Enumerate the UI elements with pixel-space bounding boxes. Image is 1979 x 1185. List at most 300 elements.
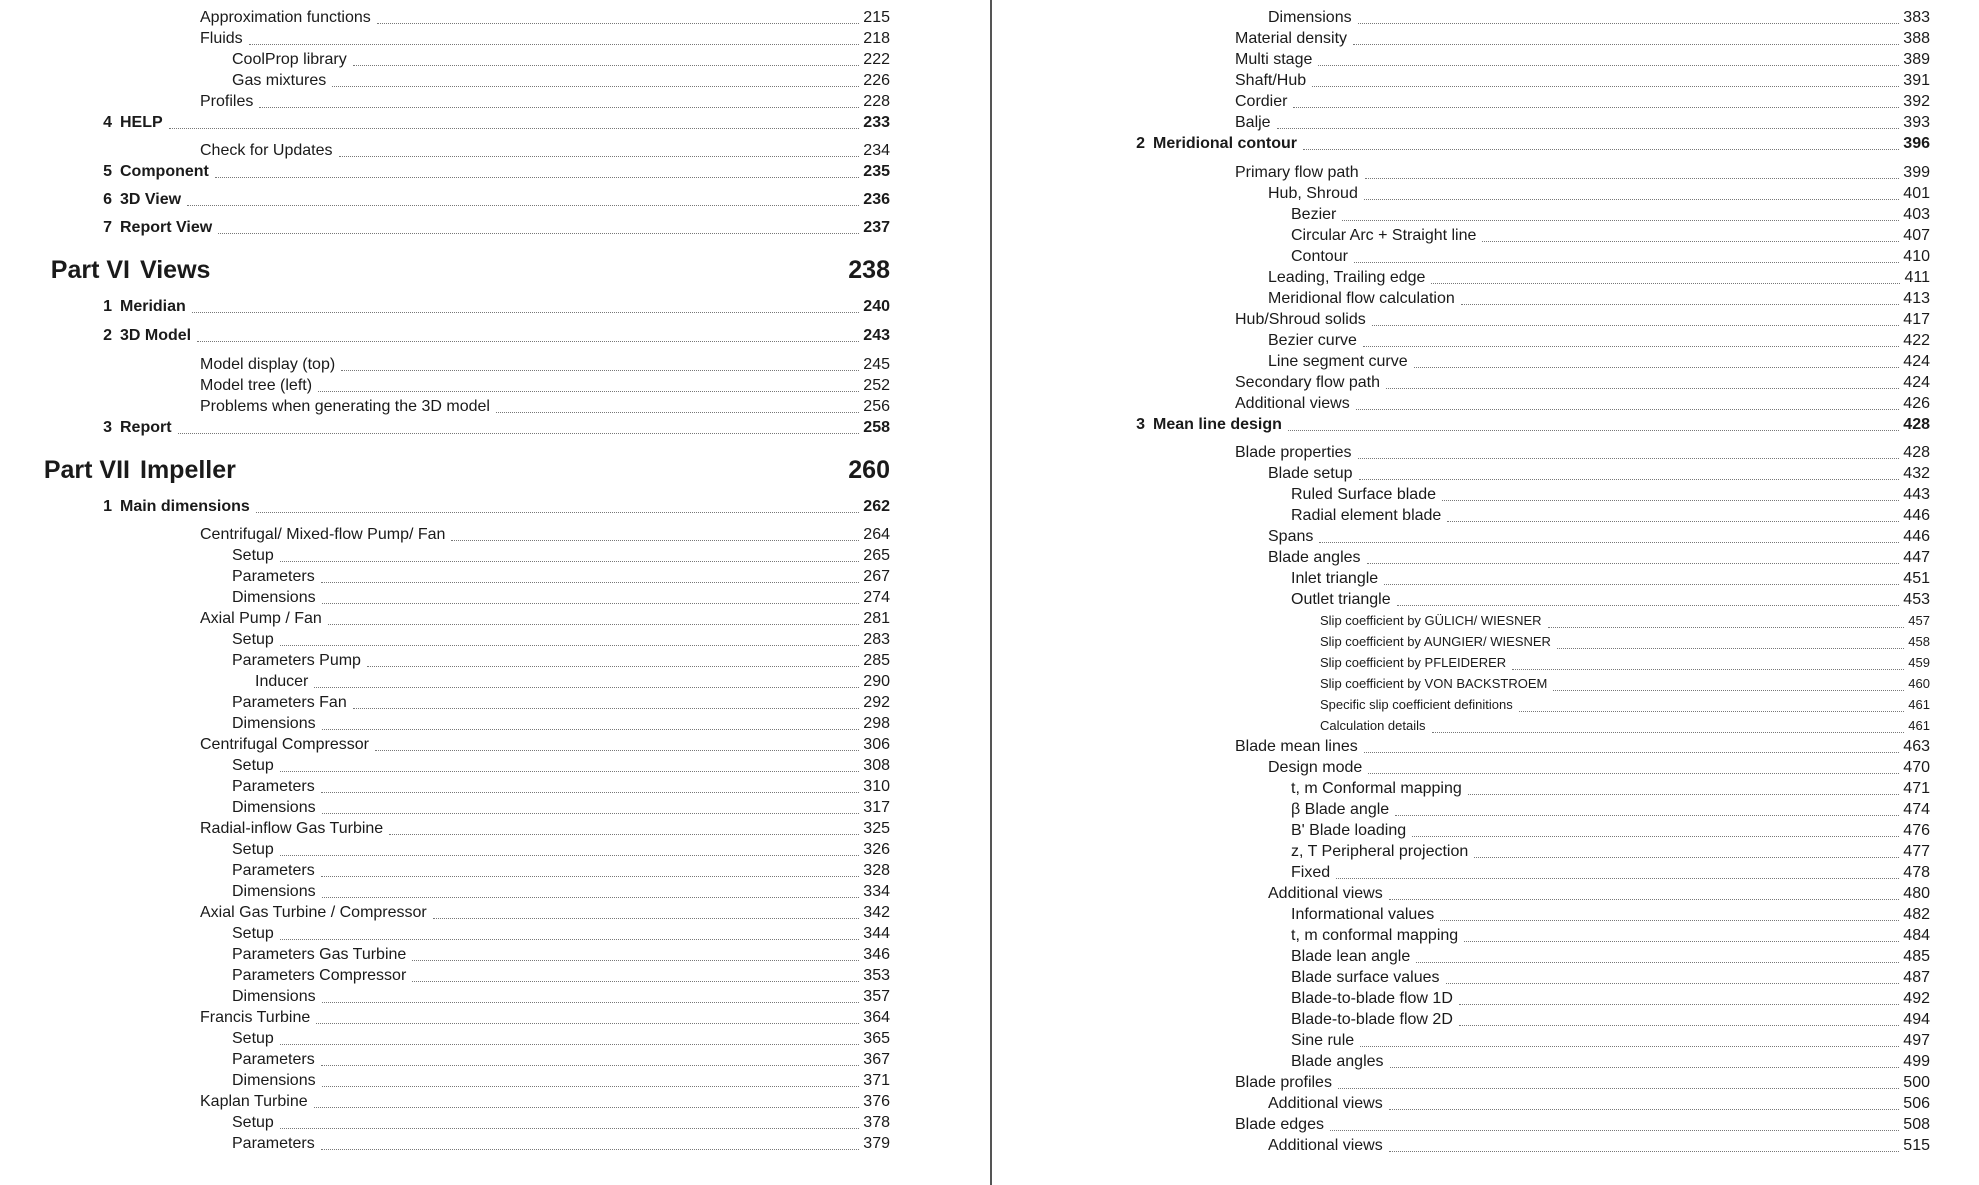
dot-leader — [353, 708, 860, 709]
dot-leader — [1364, 199, 1899, 200]
toc-entry[interactable] — [1320, 695, 1930, 715]
entry-title: Setup — [232, 1114, 274, 1131]
entry-title: Inducer — [255, 673, 309, 690]
toc-entry[interactable] — [1268, 268, 1930, 288]
page-number: 407 — [1903, 227, 1930, 244]
entry-title: Main dimensions — [120, 498, 250, 515]
toc-entry[interactable] — [92, 113, 890, 133]
toc-entry[interactable] — [232, 1134, 890, 1154]
page-number: 237 — [863, 219, 890, 236]
dot-leader — [1365, 178, 1900, 179]
page-number: 413 — [1903, 290, 1930, 307]
toc-entry[interactable] — [1291, 863, 1930, 883]
page-number: 310 — [863, 778, 890, 795]
toc-entry[interactable] — [232, 546, 890, 566]
dot-leader — [1372, 325, 1900, 326]
dot-leader — [1389, 1109, 1900, 1110]
toc-entry[interactable] — [1291, 1010, 1930, 1030]
toc-entry[interactable] — [232, 861, 890, 881]
toc-entry[interactable] — [1235, 113, 1930, 133]
entry-title: Dimensions — [232, 715, 316, 732]
dot-leader — [197, 341, 859, 342]
page-number: 262 — [863, 498, 890, 515]
page-number: 245 — [863, 356, 890, 373]
dot-leader — [1412, 836, 1899, 837]
page-number: 515 — [1903, 1137, 1930, 1154]
dot-leader — [169, 128, 860, 129]
entry-title: Kaplan Turbine — [200, 1093, 308, 1110]
page-number: 233 — [863, 114, 890, 131]
page-number: 391 — [1903, 72, 1930, 89]
page-number: 367 — [863, 1051, 890, 1068]
toc-entry[interactable] — [1235, 310, 1930, 330]
entry-title: Report View — [120, 219, 213, 236]
toc-entry[interactable] — [92, 218, 890, 238]
toc-entry[interactable] — [1268, 548, 1930, 568]
page-number: 243 — [863, 327, 890, 344]
toc-entry[interactable] — [232, 945, 890, 965]
toc-entry[interactable] — [1320, 653, 1930, 673]
toc-entry[interactable] — [1235, 29, 1930, 49]
dot-leader — [1367, 563, 1900, 564]
toc-entry[interactable] — [1268, 184, 1930, 204]
entry-title: Gas mixtures — [232, 72, 327, 89]
entry-title: Parameters — [232, 568, 315, 585]
page-number: 426 — [1903, 395, 1930, 412]
page-number: 447 — [1903, 549, 1930, 566]
dot-leader — [322, 1086, 860, 1087]
toc-entry[interactable] — [1291, 247, 1930, 267]
page-number: 218 — [863, 30, 890, 47]
toc-entry[interactable] — [1125, 415, 1930, 435]
entry-title: Hub/Shroud solids — [1235, 311, 1366, 328]
dot-leader — [1368, 773, 1899, 774]
dot-leader — [1353, 44, 1899, 45]
entry-title: Spans — [1268, 528, 1314, 545]
toc-entry[interactable] — [1320, 632, 1930, 652]
toc-entry[interactable] — [1235, 1073, 1930, 1093]
toc-entry[interactable] — [1320, 716, 1930, 736]
dot-leader — [1390, 1067, 1900, 1068]
entry-title: Inlet triangle — [1291, 570, 1379, 587]
toc-entry[interactable] — [200, 609, 890, 629]
dot-leader — [1461, 304, 1900, 305]
toc-entry[interactable] — [200, 819, 890, 839]
part-number: Part VII — [43, 456, 130, 484]
page-number: 459 — [1908, 655, 1930, 670]
entry-title: Centrifugal/ Mixed-flow Pump/ Fan — [200, 526, 446, 543]
toc-entry[interactable] — [1291, 205, 1930, 225]
toc-entry[interactable] — [232, 50, 890, 70]
page-number: 451 — [1903, 570, 1930, 587]
page-number: 446 — [1903, 528, 1930, 545]
entry-title: Slip coefficient by GÜLICH/ WIESNER — [1320, 613, 1542, 628]
dot-leader — [1446, 983, 1900, 984]
entry-title: Report — [120, 419, 172, 436]
page-number: 235 — [863, 163, 890, 180]
entry-title: Setup — [232, 1030, 274, 1047]
page-number: 308 — [863, 757, 890, 774]
entry-title: Additional views — [1268, 885, 1383, 902]
dot-leader — [192, 312, 860, 313]
part-heading[interactable] — [30, 455, 890, 485]
toc-entry[interactable] — [1268, 8, 1930, 28]
page-number: 393 — [1903, 114, 1930, 131]
page-number: 240 — [863, 298, 890, 315]
toc-entry[interactable] — [1268, 1094, 1930, 1114]
dot-leader — [1482, 241, 1899, 242]
toc-entry[interactable] — [1291, 226, 1930, 246]
toc-entry[interactable] — [1291, 1031, 1930, 1051]
page-number: 346 — [863, 946, 890, 963]
toc-entry[interactable] — [1268, 352, 1930, 372]
toc-entry[interactable] — [1291, 485, 1930, 505]
entry-title: Leading, Trailing edge — [1268, 269, 1426, 286]
page-number: 364 — [863, 1009, 890, 1026]
toc-entry[interactable] — [1291, 842, 1930, 862]
dot-leader — [1336, 878, 1899, 879]
dot-leader — [1474, 857, 1899, 858]
page-number: 506 — [1903, 1095, 1930, 1112]
toc-entry[interactable] — [1291, 905, 1930, 925]
dot-leader — [318, 391, 859, 392]
page-number: 274 — [863, 589, 890, 606]
entry-title: Centrifugal Compressor — [200, 736, 369, 753]
page-number: 228 — [863, 93, 890, 110]
toc-entry[interactable] — [232, 756, 890, 776]
entry-title: Calculation details — [1320, 718, 1426, 733]
entry-title: Additional views — [1268, 1137, 1383, 1154]
page-number: 508 — [1903, 1116, 1930, 1133]
toc-entry[interactable] — [1291, 779, 1930, 799]
toc-entry[interactable] — [200, 376, 890, 396]
page-number: 487 — [1903, 969, 1930, 986]
page-number: 480 — [1903, 885, 1930, 902]
entry-title: CoolProp library — [232, 51, 347, 68]
toc-entry[interactable] — [232, 1050, 890, 1070]
toc-entry[interactable] — [1235, 394, 1930, 414]
dot-leader — [1414, 367, 1900, 368]
entry-title: Parameters Gas Turbine — [232, 946, 407, 963]
entry-title: Blade setup — [1268, 465, 1353, 482]
toc-entry[interactable] — [92, 162, 890, 182]
dot-leader — [412, 960, 859, 961]
toc-entry[interactable] — [232, 567, 890, 587]
toc-entry[interactable] — [1235, 737, 1930, 757]
entry-title: Bezier — [1291, 206, 1337, 223]
entry-title: Parameters Pump — [232, 652, 361, 669]
toc-entry[interactable] — [200, 735, 890, 755]
section-number: 3 — [1136, 416, 1145, 433]
part-title: Views — [140, 256, 211, 284]
entry-title: Check for Updates — [200, 142, 333, 159]
dot-leader — [1318, 65, 1899, 66]
page-number: 478 — [1903, 864, 1930, 881]
toc-entry[interactable] — [1235, 50, 1930, 70]
entry-title: Problems when generating the 3D model — [200, 398, 490, 415]
page-number: 365 — [863, 1030, 890, 1047]
entry-title: Ruled Surface blade — [1291, 486, 1436, 503]
entry-title: Profiles — [200, 93, 254, 110]
toc-entry[interactable] — [1268, 1136, 1930, 1156]
entry-title: β Blade angle — [1291, 801, 1390, 818]
entry-title: Approximation functions — [200, 9, 371, 26]
entry-title: Additional views — [1268, 1095, 1383, 1112]
entry-title: Meridional contour — [1153, 135, 1297, 152]
entry-title: Circular Arc + Straight line — [1291, 227, 1477, 244]
entry-title: z, T Peripheral projection — [1291, 843, 1469, 860]
dot-leader — [1356, 409, 1900, 410]
toc-entry[interactable] — [1268, 758, 1930, 778]
toc-entry[interactable] — [232, 987, 890, 1007]
toc-entry[interactable] — [92, 418, 890, 438]
dot-leader — [339, 156, 860, 157]
entry-title: Setup — [232, 631, 274, 648]
dot-leader — [451, 540, 859, 541]
dot-leader — [280, 939, 859, 940]
page-number: 424 — [1903, 374, 1930, 391]
page-number: 388 — [1903, 30, 1930, 47]
dot-leader — [322, 1002, 860, 1003]
toc-entry[interactable] — [200, 1008, 890, 1028]
entry-title: Slip coefficient by VON BACKSTROEM — [1320, 676, 1548, 691]
page-number: 258 — [863, 419, 890, 436]
entry-title: Radial element blade — [1291, 507, 1442, 524]
dot-leader — [1363, 346, 1899, 347]
toc-entry[interactable] — [1268, 289, 1930, 309]
toc-entry[interactable] — [232, 630, 890, 650]
dot-leader — [1360, 1046, 1899, 1047]
toc-entry[interactable] — [200, 1092, 890, 1112]
toc-entry[interactable] — [200, 8, 890, 28]
toc-entry[interactable] — [200, 141, 890, 161]
dot-leader — [280, 855, 859, 856]
toc-entry[interactable] — [232, 693, 890, 713]
toc-entry[interactable] — [232, 840, 890, 860]
toc-entry[interactable] — [1268, 527, 1930, 547]
toc-entry[interactable] — [1291, 947, 1930, 967]
page-number: 461 — [1908, 718, 1930, 733]
toc-entry[interactable] — [92, 497, 890, 517]
dot-leader — [280, 645, 859, 646]
toc-entry[interactable] — [92, 190, 890, 210]
toc-entry[interactable] — [200, 903, 890, 923]
toc-entry[interactable] — [1125, 134, 1930, 154]
dot-leader — [1459, 1025, 1899, 1026]
section-number: 1 — [103, 298, 112, 315]
toc-entry[interactable] — [232, 924, 890, 944]
toc-entry[interactable] — [1235, 373, 1930, 393]
dot-leader — [1277, 128, 1900, 129]
dot-leader — [1386, 388, 1899, 389]
page-number: 353 — [863, 967, 890, 984]
toc-entry[interactable] — [232, 882, 890, 902]
dot-leader — [218, 233, 859, 234]
toc-entry[interactable] — [1320, 611, 1930, 631]
dot-leader — [1553, 690, 1904, 691]
page-number: 285 — [863, 652, 890, 669]
toc-entry[interactable] — [232, 777, 890, 797]
part-number: Part VI — [50, 256, 130, 284]
entry-title: Design mode — [1268, 759, 1363, 776]
dot-leader — [215, 177, 859, 178]
toc-entry[interactable] — [1291, 989, 1930, 1009]
entry-title: Blade mean lines — [1235, 738, 1358, 755]
entry-title: Fixed — [1291, 864, 1331, 881]
toc-entry[interactable] — [1291, 926, 1930, 946]
entry-title: Specific slip coefficient definitions — [1320, 697, 1513, 712]
entry-title: Setup — [232, 757, 274, 774]
dot-leader — [321, 1149, 860, 1150]
dot-leader — [1464, 941, 1899, 942]
part-page-number: 260 — [848, 456, 890, 484]
toc-entry[interactable] — [1235, 71, 1930, 91]
dot-leader — [1468, 794, 1900, 795]
entry-title: Hub, Shroud — [1268, 185, 1358, 202]
toc-entry[interactable] — [232, 966, 890, 986]
toc-entry[interactable] — [232, 798, 890, 818]
dot-leader — [259, 107, 859, 108]
page-number: 424 — [1903, 353, 1930, 370]
page-number: 428 — [1903, 444, 1930, 461]
entry-title: Parameters Compressor — [232, 967, 407, 984]
dot-leader — [321, 1065, 860, 1066]
page-number: 357 — [863, 988, 890, 1005]
toc-entry[interactable] — [200, 525, 890, 545]
entry-title: Setup — [232, 925, 274, 942]
entry-title: Blade-to-blade flow 2D — [1291, 1011, 1453, 1028]
page-number: 443 — [1903, 486, 1930, 503]
page-number: 500 — [1903, 1074, 1930, 1091]
dot-leader — [1442, 500, 1899, 501]
entry-title: Dimensions — [232, 988, 316, 1005]
dot-leader — [322, 729, 860, 730]
dot-leader — [496, 412, 859, 413]
page-number: 396 — [1903, 135, 1930, 152]
page-number: 470 — [1903, 759, 1930, 776]
page-number: 317 — [863, 799, 890, 816]
toc-entry[interactable] — [200, 397, 890, 417]
toc-entry[interactable] — [1291, 800, 1930, 820]
entry-title: Line segment curve — [1268, 353, 1408, 370]
page-number: 236 — [863, 191, 890, 208]
toc-entry[interactable] — [1291, 821, 1930, 841]
page-number: 410 — [1903, 248, 1930, 265]
entry-title: Blade surface values — [1291, 969, 1440, 986]
toc-entry[interactable] — [232, 1113, 890, 1133]
toc-entry[interactable] — [1291, 590, 1930, 610]
entry-title: Primary flow path — [1235, 164, 1359, 181]
toc-entry[interactable] — [1291, 506, 1930, 526]
page-number: 401 — [1903, 185, 1930, 202]
toc-entry[interactable] — [232, 71, 890, 91]
toc-entry[interactable] — [1268, 884, 1930, 904]
toc-entry[interactable] — [1291, 1052, 1930, 1072]
entry-title: Blade-to-blade flow 1D — [1291, 990, 1453, 1007]
toc-entry[interactable] — [200, 92, 890, 112]
entry-title: Dimensions — [232, 883, 316, 900]
dot-leader — [433, 918, 860, 919]
page-number: 411 — [1904, 269, 1930, 286]
section-number: 2 — [1136, 135, 1145, 152]
toc-entry[interactable] — [92, 297, 890, 317]
toc-entry[interactable] — [232, 1071, 890, 1091]
toc-entry[interactable] — [232, 588, 890, 608]
toc-entry[interactable] — [1268, 331, 1930, 351]
dot-leader — [322, 603, 860, 604]
entry-title: Parameters Fan — [232, 694, 347, 711]
toc-entry[interactable] — [200, 355, 890, 375]
entry-title: Axial Pump / Fan — [200, 610, 322, 627]
entry-title: Blade angles — [1268, 549, 1361, 566]
dot-leader — [249, 44, 860, 45]
dot-leader — [280, 561, 859, 562]
page-number: 252 — [863, 377, 890, 394]
entry-title: B' Blade loading — [1291, 822, 1407, 839]
part-heading[interactable] — [30, 255, 890, 285]
toc-entry[interactable] — [1235, 92, 1930, 112]
page-number: 477 — [1903, 843, 1930, 860]
entry-title: Sine rule — [1291, 1032, 1355, 1049]
dot-leader — [332, 86, 859, 87]
part-title: Impeller — [140, 456, 236, 484]
entry-title: Model tree (left) — [200, 377, 313, 394]
page-number: 484 — [1903, 927, 1930, 944]
page-number: 264 — [863, 526, 890, 543]
entry-title: Informational values — [1291, 906, 1435, 923]
entry-title: t, m Conformal mapping — [1291, 780, 1462, 797]
entry-title: Multi stage — [1235, 51, 1313, 68]
entry-title: Parameters — [232, 1051, 315, 1068]
dot-leader — [1389, 899, 1900, 900]
toc-entry[interactable] — [232, 1029, 890, 1049]
page-number: 392 — [1903, 93, 1930, 110]
dot-leader — [1293, 107, 1899, 108]
dot-leader — [1303, 149, 1899, 150]
page-number: 290 — [863, 673, 890, 690]
toc-entry[interactable] — [1291, 569, 1930, 589]
entry-title: Parameters — [232, 1135, 315, 1152]
entry-title: HELP — [120, 114, 163, 131]
toc-entry[interactable] — [1235, 163, 1930, 183]
entry-title: Blade lean angle — [1291, 948, 1411, 965]
page-number: 371 — [863, 1072, 890, 1089]
toc-entry[interactable] — [232, 651, 890, 671]
dot-leader — [187, 205, 859, 206]
dot-leader — [1359, 479, 1900, 480]
toc-entry[interactable] — [255, 672, 890, 692]
dot-leader — [353, 65, 860, 66]
toc-entry[interactable] — [1235, 1115, 1930, 1135]
toc-entry[interactable] — [92, 326, 890, 346]
toc-entry[interactable] — [232, 714, 890, 734]
section-number: 6 — [103, 191, 112, 208]
toc-entry[interactable] — [1320, 674, 1930, 694]
toc-entry[interactable] — [1268, 464, 1930, 484]
dot-leader — [256, 512, 860, 513]
page-number: 494 — [1903, 1011, 1930, 1028]
toc-entry[interactable] — [1291, 968, 1930, 988]
dot-leader — [314, 1107, 860, 1108]
page-number: 342 — [863, 904, 890, 921]
entry-title: Axial Gas Turbine / Compressor — [200, 904, 427, 921]
entry-title: Balje — [1235, 114, 1271, 131]
entry-title: Additional views — [1235, 395, 1350, 412]
toc-entry[interactable] — [1235, 443, 1930, 463]
dot-leader — [280, 1044, 859, 1045]
page-number: 460 — [1908, 676, 1930, 691]
toc-entry[interactable] — [200, 29, 890, 49]
